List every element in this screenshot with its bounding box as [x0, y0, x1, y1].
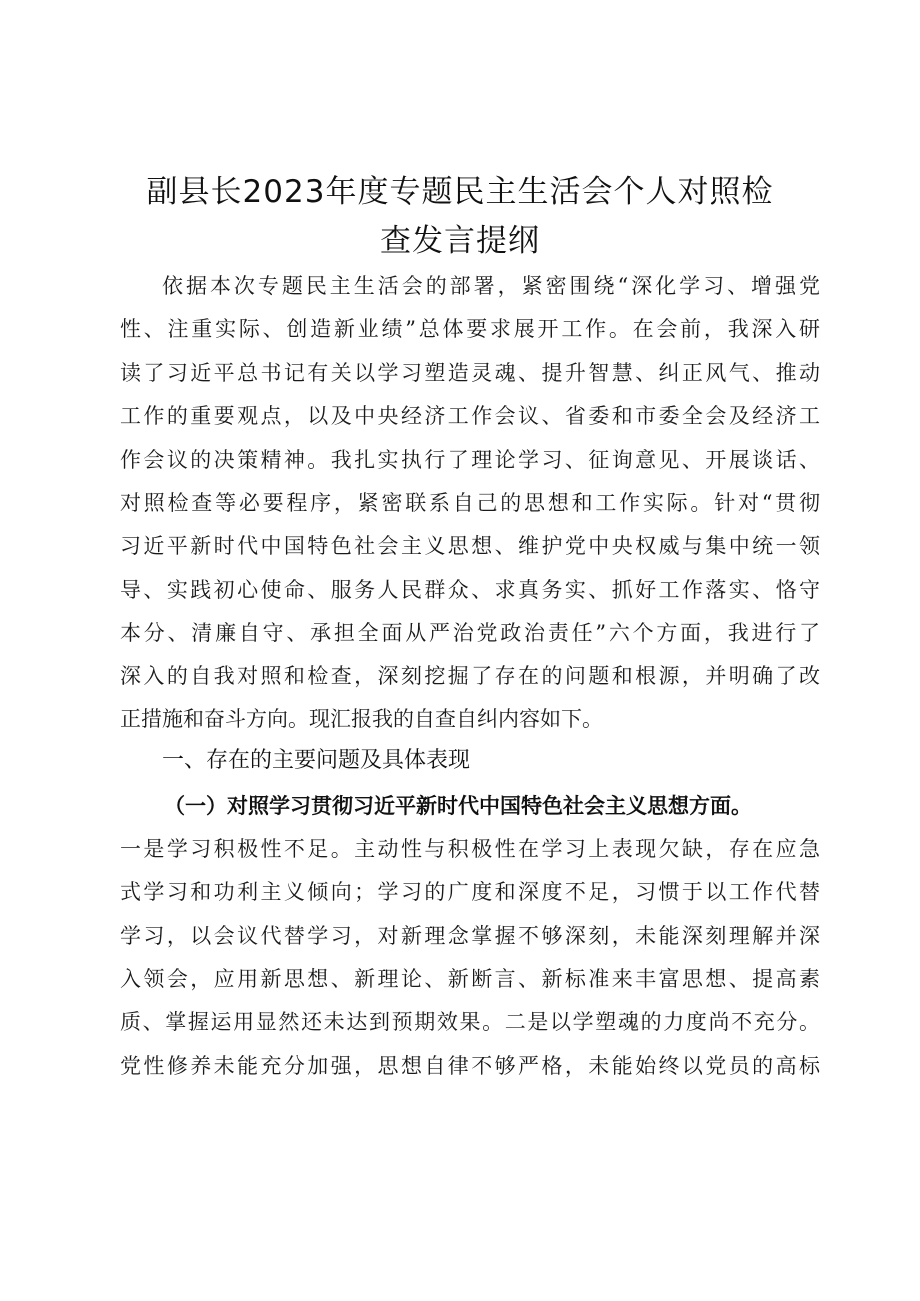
intro-line: 作会议的决策精神。我扎实执行了理论学习、征询意见、开展谈话、 — [120, 448, 820, 472]
intro-line: 深入的自我对照和检查，深刻挖掘了存在的问题和根源，并明确了改 — [120, 664, 820, 688]
intro-line: 读了习近平总书记有关以学习塑造灵魂、提升智慧、纠正风气、推动 — [120, 361, 820, 385]
intro-line: 性、注重实际、创造新业绩”总体要求展开工作。在会前，我深入研 — [120, 317, 820, 341]
intro-line: 导、实践初心使命、服务人民群众、求真务实、抓好工作落实、恪守 — [120, 578, 820, 602]
document-title-line-2: 查发言提纲 — [380, 223, 540, 259]
intro-line: 本分、清廉自守、承担全面从严治党政治责任”六个方面，我进行了 — [120, 621, 820, 645]
body-line: 党性修养未能充分加强，思想自律不够严格，未能始终以党员的高标 — [120, 1054, 820, 1078]
intro-line: 正措施和奋斗方向。现汇报我的自查自纠内容如下。 — [120, 707, 603, 731]
section-heading: 一、存在的主要问题及具体表现 — [162, 748, 471, 773]
intro-line: 工作的重要观点，以及中央经济工作会议、省委和市委全会及经济工 — [120, 404, 820, 428]
body-line: 一是学习积极性不足。主动性与积极性在学习上表现欠缺，存在应急 — [120, 837, 820, 861]
subsection-heading: （一）对照学习贯彻习近平新时代中国特色社会主义思想方面。 — [164, 793, 752, 818]
intro-line: 对照检查等必要程序，紧密联系自己的思想和工作实际。针对“贯彻 — [120, 491, 820, 515]
intro-line: 依据本次专题民主生活会的部署，紧密围绕“深化学习、增强党 — [162, 274, 820, 298]
intro-line: 习近平新时代中国特色社会主义思想、维护党中央权威与集中统一领 — [120, 534, 820, 558]
document-title-line-1: 副县长2023年度专题民主生活会个人对照检 — [146, 174, 774, 210]
body-line: 学习，以会议代替学习，对新理念掌握不够深刻，未能深刻理解并深 — [120, 924, 820, 948]
body-line: 质、掌握运用显然还未达到预期效果。二是以学塑魂的力度尚不充分。 — [120, 1010, 820, 1034]
body-line: 式学习和功利主义倾向；学习的广度和深度不足，习惯于以工作代替 — [120, 880, 820, 904]
body-line: 入领会，应用新思想、新理论、新断言、新标准来丰富思想、提高素 — [120, 967, 820, 991]
